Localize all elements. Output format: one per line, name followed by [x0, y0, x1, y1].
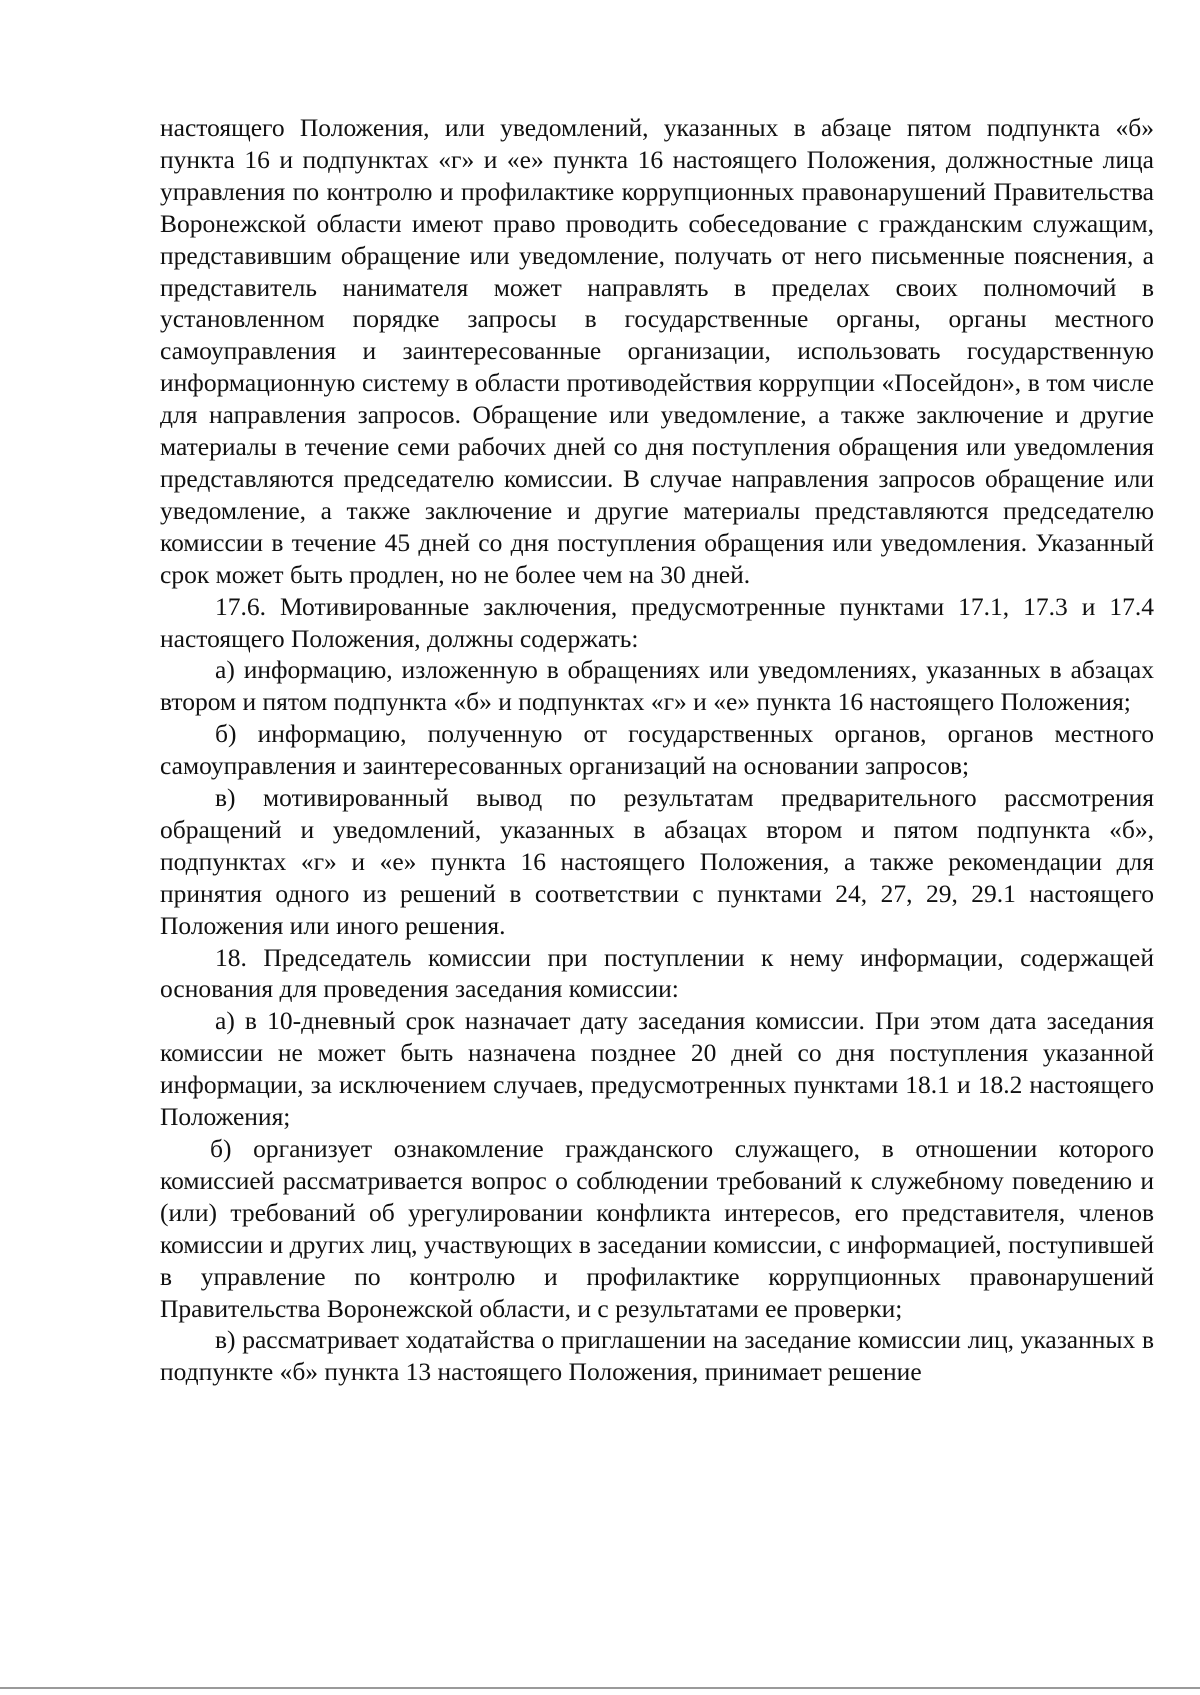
paragraph-18-a: а) в 10-дневный срок назначает дату заседания комиссии. При этом дата заседания комиссии не может быть назначена позднее 20 дней со дня поступления указанной информации, за исключением случаев, предусмотренных пунктами 18.1 и 18.2 настоящего Положения;	[160, 1006, 1154, 1132]
document-page	[160, 112, 1154, 1388]
paragraph-18-v: в) рассматривает ходатайства о приглашении на заседание комиссии лиц, указанных в подпункте «б» пункта 13 настоящего Положения, принимает решение	[160, 1325, 1154, 1387]
paragraph-17-6-b: б) информацию, полученную от государственных органов, органов местного самоуправления и заинтересованных организаций на основании запросов;	[160, 719, 1154, 781]
paragraph-18-b: б) организует ознакомление гражданского служащего, в отношении которого комиссией рассматривается вопрос о соблюдении требований к служебному поведению и (или) требований об урегулировании конфликта интересов, его представителя, членов комиссии и других лиц, участвующих в заседании комиссии, с информацией, поступившей в управление по контролю и профилактике коррупционных правонарушений Правительства Воронежской области, и с результатами ее проверки;	[160, 1134, 1154, 1323]
paragraph-17-6: 17.6. Мотивированные заключения, предусмотренные пунктами 17.1, 17.3 и 17.4 настоящего Положения, должны содержать:	[160, 591, 1154, 653]
paragraph-continuation: настоящего Положения, или уведомлений, указанных в абзаце пятом подпункта «б» пункта 16 и подпунктах «г» и «е» пункта 16 настоящего Положения, должностные лица управления по контролю и профилактике коррупционных правонарушений Правительства Воронежской области имеют право проводить собеседование с гражданским служащим, представившим обращение или уведомление, получать от него письменные пояснения, а представитель нанимателя может направлять в пределах своих полномочий в установленном порядке запросы в государственные органы, органы местного самоуправления и заинтересованные организации, использовать государственную информационную систему в области противодействия коррупции «Посейдон», в том числе для направления запросов. Обращение или уведомление, а также заключение и другие материалы в течение семи рабочих дней со дня поступления обращения или уведомления представляются председателю комиссии. В случае направления запросов обращение или уведомление, а также заключение и другие материалы представляются председателю комиссии в течение 45 дней со дня поступления обращения или уведомления. Указанный срок может быть продлен, но не более чем на 30 дней.	[160, 113, 1154, 589]
paragraph-18: 18. Председатель комиссии при поступлении к нему информации, содержащей основания для проведения заседания комиссии:	[160, 942, 1154, 1004]
paragraph-17-6-a: а) информацию, изложенную в обращениях или уведомлениях, указанных в абзацах втором и пятом подпункта «б» и подпунктах «г» и «е» пункта 16 настоящего Положения;	[160, 655, 1154, 717]
paragraph-17-6-v: в) мотивированный вывод по результатам предварительного рассмотрения обращений и уведомлений, указанных в абзацах втором и пятом подпункта «б», подпунктах «г» и «е» пункта 16 настоящего Положения, а также рекомендации для принятия одного из решений в соответствии с пунктами 24, 27, 29, 29.1 настоящего Положения или иного решения.	[160, 783, 1154, 940]
page-bottom-rule	[0, 1687, 1200, 1689]
